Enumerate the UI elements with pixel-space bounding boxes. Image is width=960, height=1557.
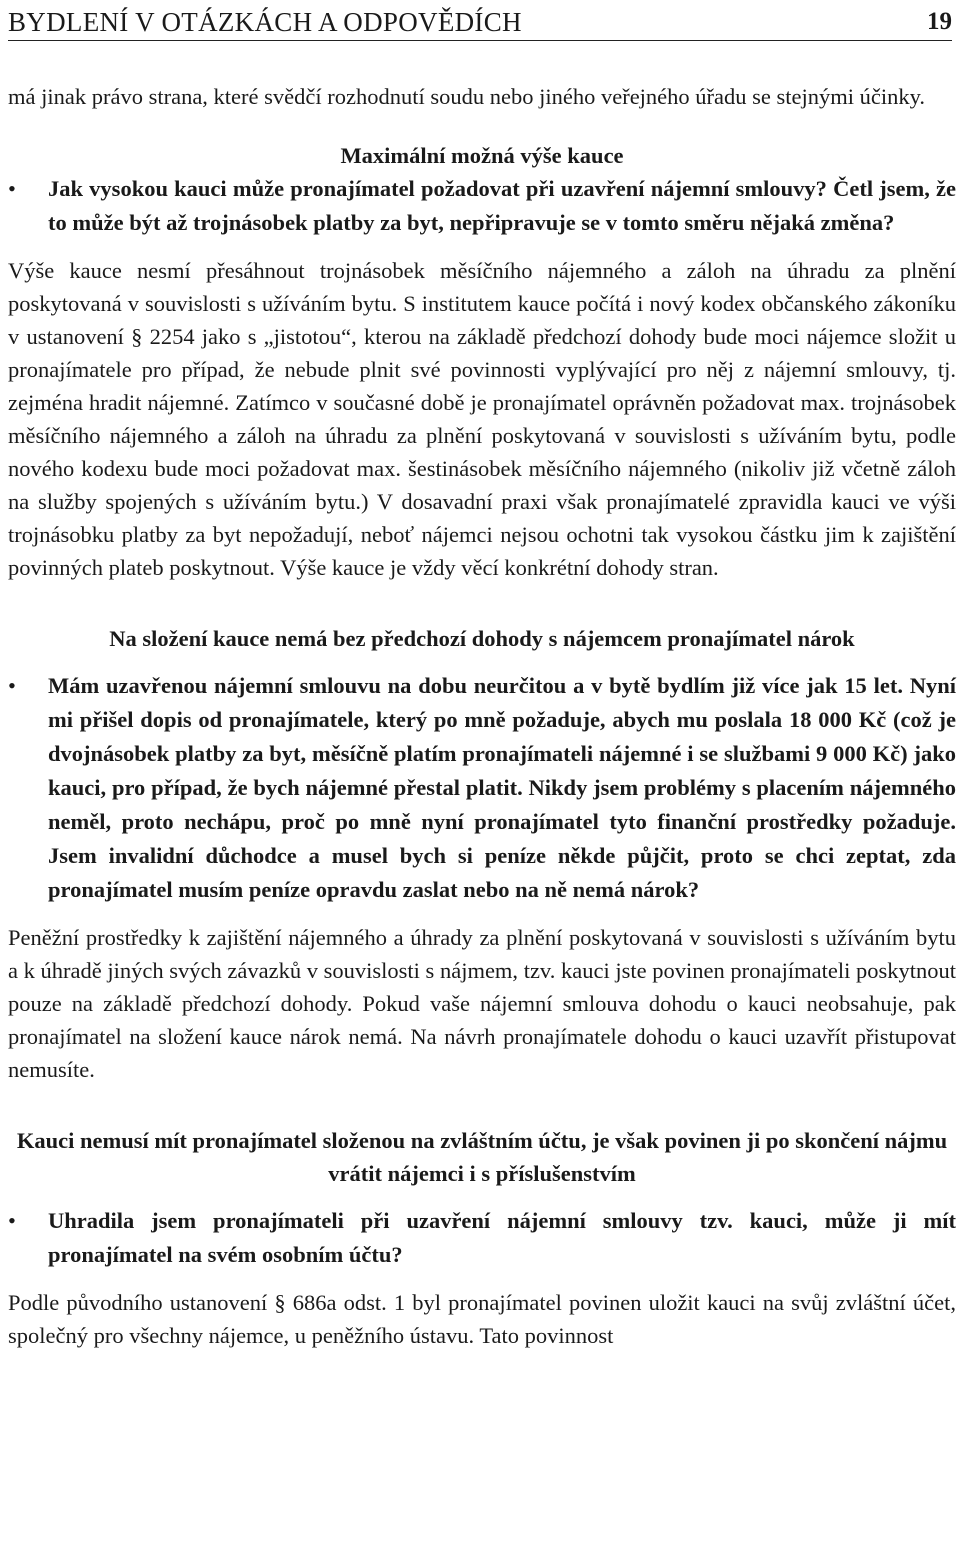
running-header-title: BYDLENÍ V OTÁZKÁCH A ODPOVĚDÍCH: [8, 6, 522, 37]
question-text: Mám uzavřenou nájemní smlouvu na dobu neurčitou a v bytě bydlím již více jak 15 let. Nyní mi přišel dopis od pronajímatele, který po mně požaduje, abych mu poslala 18 000 Kč (což je dvojnásobek platby za byt, měsíčně platím pronajímateli nájemné i se službami 9 000 Kč) jako kauci, pro případ, že bych nájemné přestal platit. Nikdy jsem problémy s placením nájemného neměl, proto nechápu, proč po mně nyní pronajímatel tyto finanční prostředky požaduje. Jsem invalidní důchodce a musel bych si peníze někde půjčit, proto se chci zeptat, zda pronajímatel musím peníze opravdu zaslat nebo na ně nemá nárok?: [48, 673, 956, 902]
section-maximum-deposit: [8, 139, 956, 584]
bullet-icon: •: [8, 176, 16, 201]
question-block: [8, 1204, 956, 1272]
intro-paragraph: má jinak právo strana, které svědčí rozhodnutí soudu nebo jiného veřejného úřadu se stejnými účinky.: [8, 84, 926, 109]
answer-paragraph: Peněžní prostředky k zajištění nájemného a úhrady za plnění poskytovaná v souvislosti s užíváním bytu a k úhradě jiných svých závazků v souvislosti s nájmem, tzv. kauci jste povinen pronajímateli poskytnout pouze na základě předchozí dohody. Pokud vaše nájemní smlouva dohodu o kauci neobsahuje, pak pronajímatel na složení kauce nárok nemá. Na návrh pronajímatele dohodu o kauci uzavřít přistupovat nemusíte.: [8, 925, 956, 1082]
answer-paragraph: Výše kauce nesmí přesáhnout trojnásobek měsíčního nájemného a záloh na úhradu za plnění poskytovaná v souvislosti s užíváním bytu. S institutem kauce počítá i nový kodex občanského zákoníku v ustanovení § 2254 jako s „jistotou“, kterou na základě předchozí dohody bude moci nájemce složit u pronajímatele pro případ, že nebude plnit své povinnosti vyplývající pro něj z nájemní smlouvy, tj. zejména hradit nájemné. Zatímco v současné době je pronajímatel oprávněn požadovat max. trojnásobek měsíčního nájemného a záloh na úhradu za plnění poskytovaná v souvislosti s užíváním bytu, podle nového kodexu bude moci požadovat max. šestinásobek měsíčního nájemného (nikoliv již včetně záloh na služby spojených s užíváním bytu.) V dosavadní praxi však pronajímatelé zpravidla kauci ve výši trojnásobku platby za byt nepožadují, neboť nájemci nejsou ochotni tak vysokou částku jim k zajištění povinných plateb poskytnout. Výše kauce je vždy věcí konkrétní dohody stran.: [8, 258, 956, 580]
document-body: [8, 80, 956, 1352]
section-deposit-without-agreement: [8, 622, 956, 1086]
section-heading: Kauci nemusí mít pronajímatel složenou na zvláštním účtu, je však povinen ji po skončení nájmu vrátit nájemci i s příslušenstvím: [16, 1128, 948, 1186]
answer-paragraph: Podle původního ustanovení § 686a odst. 1 byl pronajímatel povinen uložit kauci na svůj zvláštní účet, společný pro všechny nájemce, u peněžního ústavu. Tato povinnost: [8, 1290, 956, 1348]
running-header: [8, 4, 952, 41]
bullet-icon: •: [8, 673, 16, 698]
question-block: [8, 172, 956, 240]
bullet-icon: •: [8, 1208, 16, 1233]
section-heading: Maximální možná výše kauce: [340, 143, 624, 168]
page-number: 19: [927, 8, 952, 35]
section-heading: Na složení kauce nemá bez předchozí dohody s nájemcem pronajímatel nárok: [109, 626, 855, 651]
section-deposit-account: [8, 1124, 956, 1352]
question-text: Uhradila jsem pronajímateli při uzavření nájemní smlouvy tzv. kauci, může ji mít pronajímatel na svém osobním účtu?: [48, 1208, 956, 1267]
question-block: [8, 669, 956, 907]
question-text: Jak vysokou kauci může pronajímatel požadovat při uzavření nájemní smlouvy? Četl jsem, že to může být až trojnásobek platby za byt, nepřipravuje se v tomto směru nějaká změna?: [48, 176, 956, 235]
